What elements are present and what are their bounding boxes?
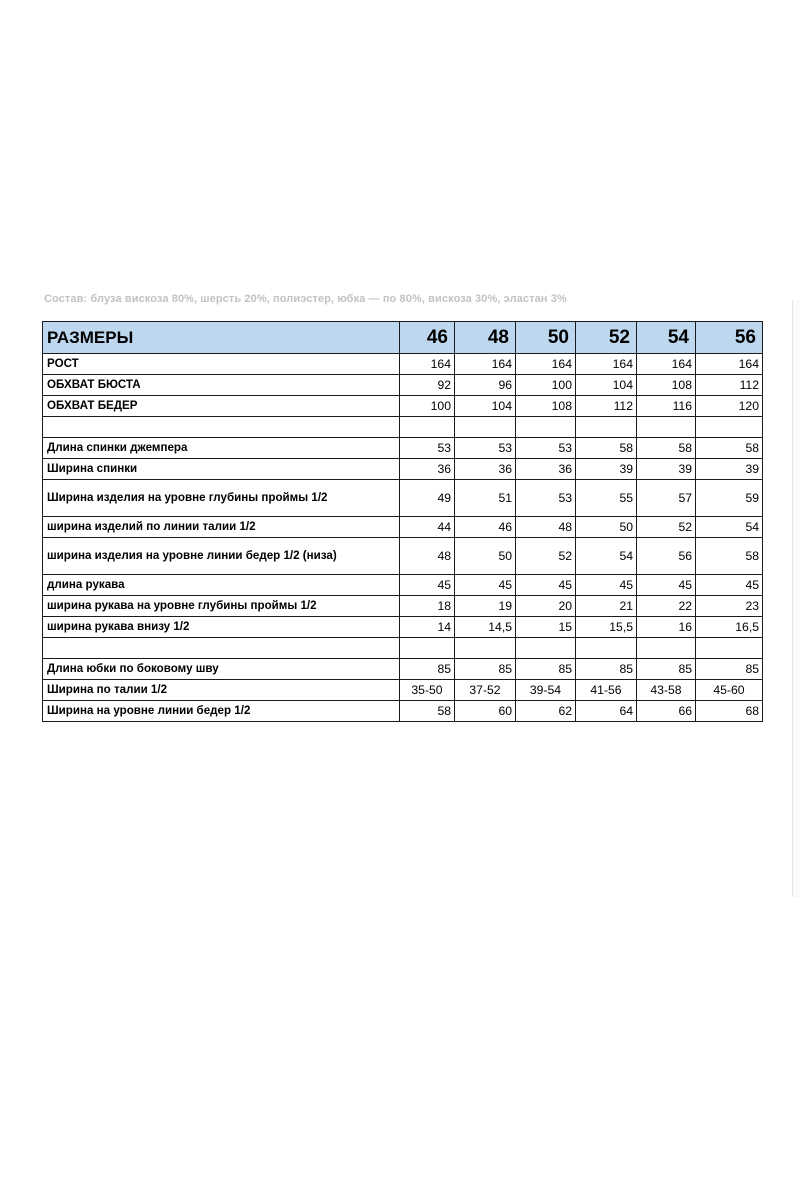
value-cell bbox=[455, 417, 516, 438]
row-label bbox=[43, 638, 400, 659]
value-cell bbox=[696, 417, 763, 438]
value-cell: 164 bbox=[516, 354, 576, 375]
value-cell: 57 bbox=[637, 480, 696, 517]
table-row bbox=[43, 438, 763, 459]
table-row bbox=[43, 480, 763, 517]
value-cell: 15,5 bbox=[576, 617, 637, 638]
value-cell: 164 bbox=[576, 354, 637, 375]
table-row bbox=[43, 596, 763, 617]
value-cell: 112 bbox=[696, 375, 763, 396]
header-size: 56 bbox=[696, 322, 763, 354]
value-cell: 108 bbox=[637, 375, 696, 396]
value-cell: 104 bbox=[455, 396, 516, 417]
value-cell: 14,5 bbox=[455, 617, 516, 638]
value-cell: 39 bbox=[637, 459, 696, 480]
value-cell bbox=[637, 417, 696, 438]
value-cell: 49 bbox=[400, 480, 455, 517]
value-cell: 39 bbox=[696, 459, 763, 480]
value-cell: 35-50 bbox=[400, 680, 455, 701]
value-cell: 41-56 bbox=[576, 680, 637, 701]
value-cell: 85 bbox=[455, 659, 516, 680]
row-label: Ширина по талии 1/2 bbox=[43, 680, 400, 701]
value-cell: 68 bbox=[696, 701, 763, 722]
value-cell bbox=[576, 417, 637, 438]
value-cell: 58 bbox=[696, 538, 763, 575]
value-cell bbox=[455, 638, 516, 659]
value-cell: 45 bbox=[696, 575, 763, 596]
value-cell: 36 bbox=[455, 459, 516, 480]
value-cell: 62 bbox=[516, 701, 576, 722]
value-cell: 39 bbox=[576, 459, 637, 480]
row-label: Ширина на уровне линии бедер 1/2 bbox=[43, 701, 400, 722]
size-chart-table bbox=[42, 321, 763, 722]
value-cell: 21 bbox=[576, 596, 637, 617]
size-table-body bbox=[43, 322, 763, 722]
header-size: 52 bbox=[576, 322, 637, 354]
value-cell: 48 bbox=[516, 517, 576, 538]
value-cell: 20 bbox=[516, 596, 576, 617]
value-cell: 18 bbox=[400, 596, 455, 617]
header-row bbox=[43, 322, 763, 354]
value-cell: 45 bbox=[576, 575, 637, 596]
value-cell: 19 bbox=[455, 596, 516, 617]
value-cell: 51 bbox=[455, 480, 516, 517]
header-size: 50 bbox=[516, 322, 576, 354]
value-cell: 85 bbox=[576, 659, 637, 680]
value-cell: 45-60 bbox=[696, 680, 763, 701]
value-cell: 53 bbox=[400, 438, 455, 459]
value-cell: 85 bbox=[400, 659, 455, 680]
value-cell bbox=[400, 638, 455, 659]
row-label: ОБХВАТ БЕДЕР bbox=[43, 396, 400, 417]
table-row bbox=[43, 517, 763, 538]
row-label: ОБХВАТ БЮСТА bbox=[43, 375, 400, 396]
value-cell: 59 bbox=[696, 480, 763, 517]
cropped-composition-text bbox=[44, 290, 754, 310]
value-cell: 54 bbox=[576, 538, 637, 575]
value-cell: 116 bbox=[637, 396, 696, 417]
value-cell bbox=[516, 417, 576, 438]
value-cell: 53 bbox=[455, 438, 516, 459]
value-cell: 96 bbox=[455, 375, 516, 396]
value-cell: 164 bbox=[637, 354, 696, 375]
value-cell: 53 bbox=[516, 480, 576, 517]
value-cell: 55 bbox=[576, 480, 637, 517]
value-cell: 120 bbox=[696, 396, 763, 417]
value-cell: 44 bbox=[400, 517, 455, 538]
row-label: ширина рукава внизу 1/2 bbox=[43, 617, 400, 638]
row-label: ширина изделий по линии талии 1/2 bbox=[43, 517, 400, 538]
row-label: Ширина спинки bbox=[43, 459, 400, 480]
value-cell: 85 bbox=[516, 659, 576, 680]
value-cell: 164 bbox=[455, 354, 516, 375]
value-cell: 16 bbox=[637, 617, 696, 638]
row-label: Длина юбки по боковому шву bbox=[43, 659, 400, 680]
header-size: 54 bbox=[637, 322, 696, 354]
value-cell: 112 bbox=[576, 396, 637, 417]
value-cell: 60 bbox=[455, 701, 516, 722]
value-cell bbox=[696, 638, 763, 659]
value-cell: 45 bbox=[455, 575, 516, 596]
row-label: Длина спинки джемпера bbox=[43, 438, 400, 459]
value-cell: 43-58 bbox=[637, 680, 696, 701]
page-edge-shadow bbox=[792, 300, 800, 897]
value-cell: 64 bbox=[576, 701, 637, 722]
value-cell: 92 bbox=[400, 375, 455, 396]
value-cell: 16,5 bbox=[696, 617, 763, 638]
header-size: 46 bbox=[400, 322, 455, 354]
empty-separator-row bbox=[43, 638, 763, 659]
value-cell bbox=[576, 638, 637, 659]
value-cell: 104 bbox=[576, 375, 637, 396]
composition-text: Состав: блуза вискоза 80%, шерсть 20%, полиэстер, юбка — по 80%, вискоза 30%, эластан 3% bbox=[44, 293, 567, 305]
value-cell: 53 bbox=[516, 438, 576, 459]
value-cell: 58 bbox=[637, 438, 696, 459]
value-cell: 46 bbox=[455, 517, 516, 538]
value-cell: 58 bbox=[400, 701, 455, 722]
row-label: РОСТ bbox=[43, 354, 400, 375]
header-label: РАЗМЕРЫ bbox=[43, 322, 400, 354]
value-cell: 52 bbox=[637, 517, 696, 538]
table-row bbox=[43, 354, 763, 375]
value-cell: 85 bbox=[696, 659, 763, 680]
row-label: ширина рукава на уровне глубины проймы 1/2 bbox=[43, 596, 400, 617]
value-cell: 50 bbox=[576, 517, 637, 538]
row-label: длина рукава bbox=[43, 575, 400, 596]
value-cell: 50 bbox=[455, 538, 516, 575]
value-cell bbox=[516, 638, 576, 659]
value-cell: 45 bbox=[400, 575, 455, 596]
table-row bbox=[43, 680, 763, 701]
value-cell: 39-54 bbox=[516, 680, 576, 701]
table-row bbox=[43, 396, 763, 417]
row-label: Ширина изделия на уровне глубины проймы 1/2 bbox=[43, 480, 400, 517]
value-cell bbox=[637, 638, 696, 659]
value-cell: 108 bbox=[516, 396, 576, 417]
value-cell: 58 bbox=[576, 438, 637, 459]
value-cell: 100 bbox=[516, 375, 576, 396]
value-cell: 45 bbox=[516, 575, 576, 596]
value-cell: 36 bbox=[400, 459, 455, 480]
value-cell bbox=[400, 417, 455, 438]
row-label bbox=[43, 417, 400, 438]
value-cell: 58 bbox=[696, 438, 763, 459]
value-cell: 37-52 bbox=[455, 680, 516, 701]
value-cell: 52 bbox=[516, 538, 576, 575]
value-cell: 15 bbox=[516, 617, 576, 638]
table-row bbox=[43, 701, 763, 722]
table-row bbox=[43, 538, 763, 575]
table-row bbox=[43, 459, 763, 480]
value-cell: 14 bbox=[400, 617, 455, 638]
row-label: ширина изделия на уровне линии бедер 1/2 (низа) bbox=[43, 538, 400, 575]
header-size: 48 bbox=[455, 322, 516, 354]
value-cell: 100 bbox=[400, 396, 455, 417]
table-row bbox=[43, 659, 763, 680]
value-cell: 54 bbox=[696, 517, 763, 538]
value-cell: 36 bbox=[516, 459, 576, 480]
value-cell: 56 bbox=[637, 538, 696, 575]
table-row bbox=[43, 375, 763, 396]
table-row bbox=[43, 575, 763, 596]
value-cell: 164 bbox=[696, 354, 763, 375]
empty-separator-row bbox=[43, 417, 763, 438]
value-cell: 23 bbox=[696, 596, 763, 617]
value-cell: 85 bbox=[637, 659, 696, 680]
value-cell: 22 bbox=[637, 596, 696, 617]
value-cell: 66 bbox=[637, 701, 696, 722]
table-row bbox=[43, 617, 763, 638]
value-cell: 45 bbox=[637, 575, 696, 596]
value-cell: 48 bbox=[400, 538, 455, 575]
value-cell: 164 bbox=[400, 354, 455, 375]
